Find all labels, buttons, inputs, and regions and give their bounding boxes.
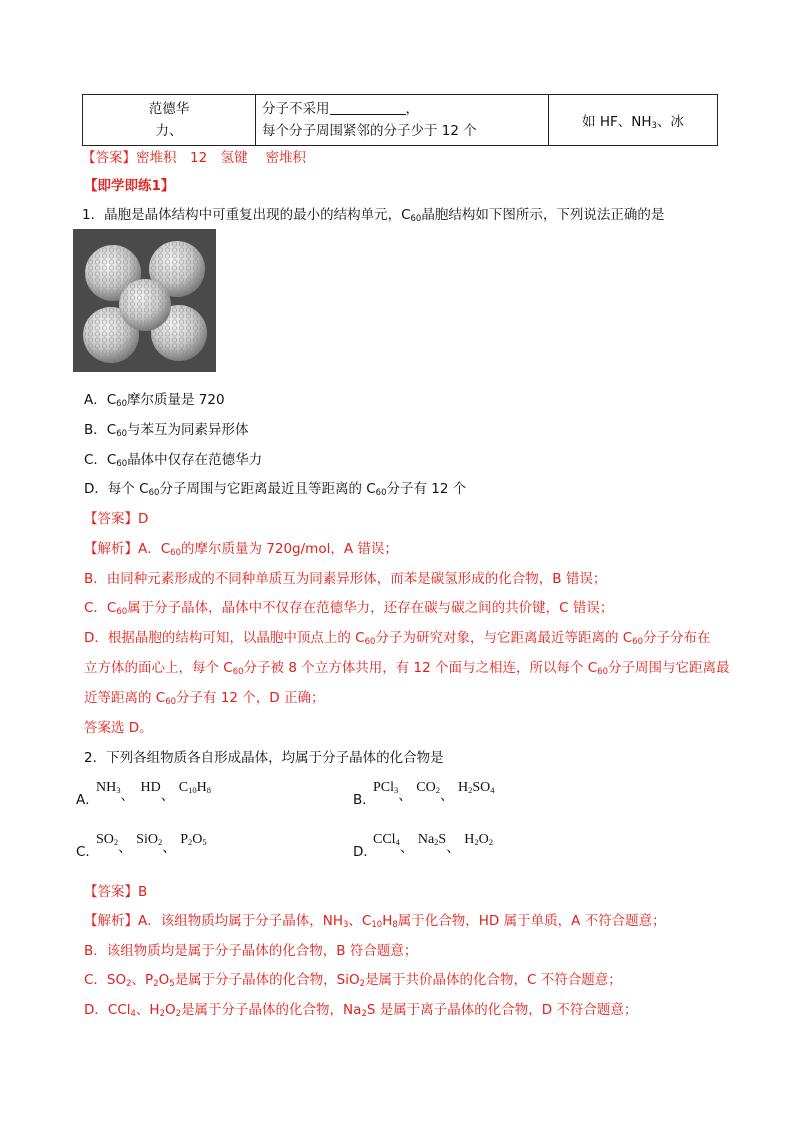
q2-option-a-formulas: $NH_3$、HD、$C_{10}H_8$	[96, 780, 211, 804]
c60-crystal-image	[73, 229, 216, 372]
q2-analysis-d: D．CCl$_4$、$H_2O_2$是属于分子晶体的化合物，$Na_2S$ 是属于离子晶体的化合物，D 不符合题意；	[84, 1002, 638, 1019]
table-cell-structure	[256, 95, 549, 146]
q1-analysis-d-line3: 近等距离的 $C_{60}$分子有 12 个，D 正确；	[84, 690, 325, 707]
crystal-type-table	[82, 94, 718, 146]
q1-analysis-b: B．由同种元素形成的不同种单质互为同素异形体，而苯是碳氢形成的化合物，B 错误；	[84, 571, 607, 587]
q2-analysis-b: B．该组物质均是属于分子晶体的化合物，B 符合题意；	[84, 943, 418, 959]
q1-option-c: C．$C_{60}$晶体中仅存在范德华力	[84, 452, 263, 469]
q2-answer: 【答案】B	[84, 884, 148, 900]
table-cell-example: 如 HF、$NH_3$、冰	[549, 95, 718, 146]
q1-analysis-c: C．$C_{60}$属于分子晶体，晶体中不仅存在范德华力，还存在碳与碳之间的共价键，C 错误；	[84, 600, 614, 617]
table-row	[83, 95, 718, 146]
q1-answer: 【答案】D	[84, 511, 149, 527]
q2-option-c-formulas: $SO_2$、SiO$_2$、$P_2O_5$	[96, 832, 207, 856]
fill-blank	[330, 100, 406, 115]
q1-option-a: A．$C_{60}$摩尔质量是 720	[84, 392, 225, 409]
q2-option-c: C．	[76, 844, 99, 860]
q2-option-d: D．	[353, 844, 377, 860]
answer-line: 【答案】密堆积 12 氢键 密堆积	[82, 150, 306, 166]
q1-conclusion: 答案选 D。	[84, 720, 153, 736]
q1-analysis-d-line2: 立方体的面心上，每个 $C_{60}$分子被 8 个立方体共用，有 12 个面与之相连，所以每个 $C_{60}$分子周围与它距离最	[84, 660, 730, 677]
cell-text: 力、	[155, 123, 183, 139]
q2-analysis-c: C．$SO_2$、$P_2O_5$是属于分子晶体的化合物，SiO$_2$是属于共价晶体的化合物，C 不符合题意；	[84, 972, 622, 989]
section-title: 【即学即练1】	[84, 178, 175, 194]
cell-text: 分子不采用 ，	[262, 101, 419, 117]
cell-text: 范德华	[148, 101, 190, 117]
cell-text: 每个分子周围紧邻的分子少于 12 个	[262, 123, 477, 139]
q2-option-a: A．	[76, 792, 99, 808]
q2-option-d-formulas: CCl$_4$、$Na_2S$、$H_2O_2$	[373, 832, 493, 856]
q1-analysis-a: 【解析】A．$C_{60}$的摩尔质量为 720g/mol，A 错误；	[84, 541, 398, 558]
q2-option-b: B．	[353, 792, 376, 808]
q1-option-d: D．每个 $C_{60}$分子周围与它距离最近且等距离的 $C_{60}$分子有 12 个	[84, 481, 467, 498]
q2-option-b-formulas: PCl$_3$、$CO_2$、$H_2SO_4$	[373, 780, 495, 804]
question-1-stem: 1．晶胞是晶体结构中可重复出现的最小的结构单元，$C_{60}$晶胞结构如下图所示，下列说法正确的是	[82, 207, 665, 224]
table-cell-force	[83, 95, 256, 146]
question-2-stem: 2．下列各组物质各自形成晶体，均属于分子晶体的化合物是	[84, 750, 444, 766]
q2-analysis-a: 【解析】A．该组物质均属于分子晶体，$NH_3$、$C_{10}H_8$属于化合物，HD 属于单质，A 不符合题意；	[84, 913, 666, 930]
q1-analysis-d-line1: D．根据晶胞的结构可知，以晶胞中顶点上的 $C_{60}$分子为研究对象，与它距离最近等距离的 $C_{60}$分子分布在	[84, 630, 711, 647]
q1-option-b: B．$C_{60}$与苯互为同素异形体	[84, 422, 249, 439]
